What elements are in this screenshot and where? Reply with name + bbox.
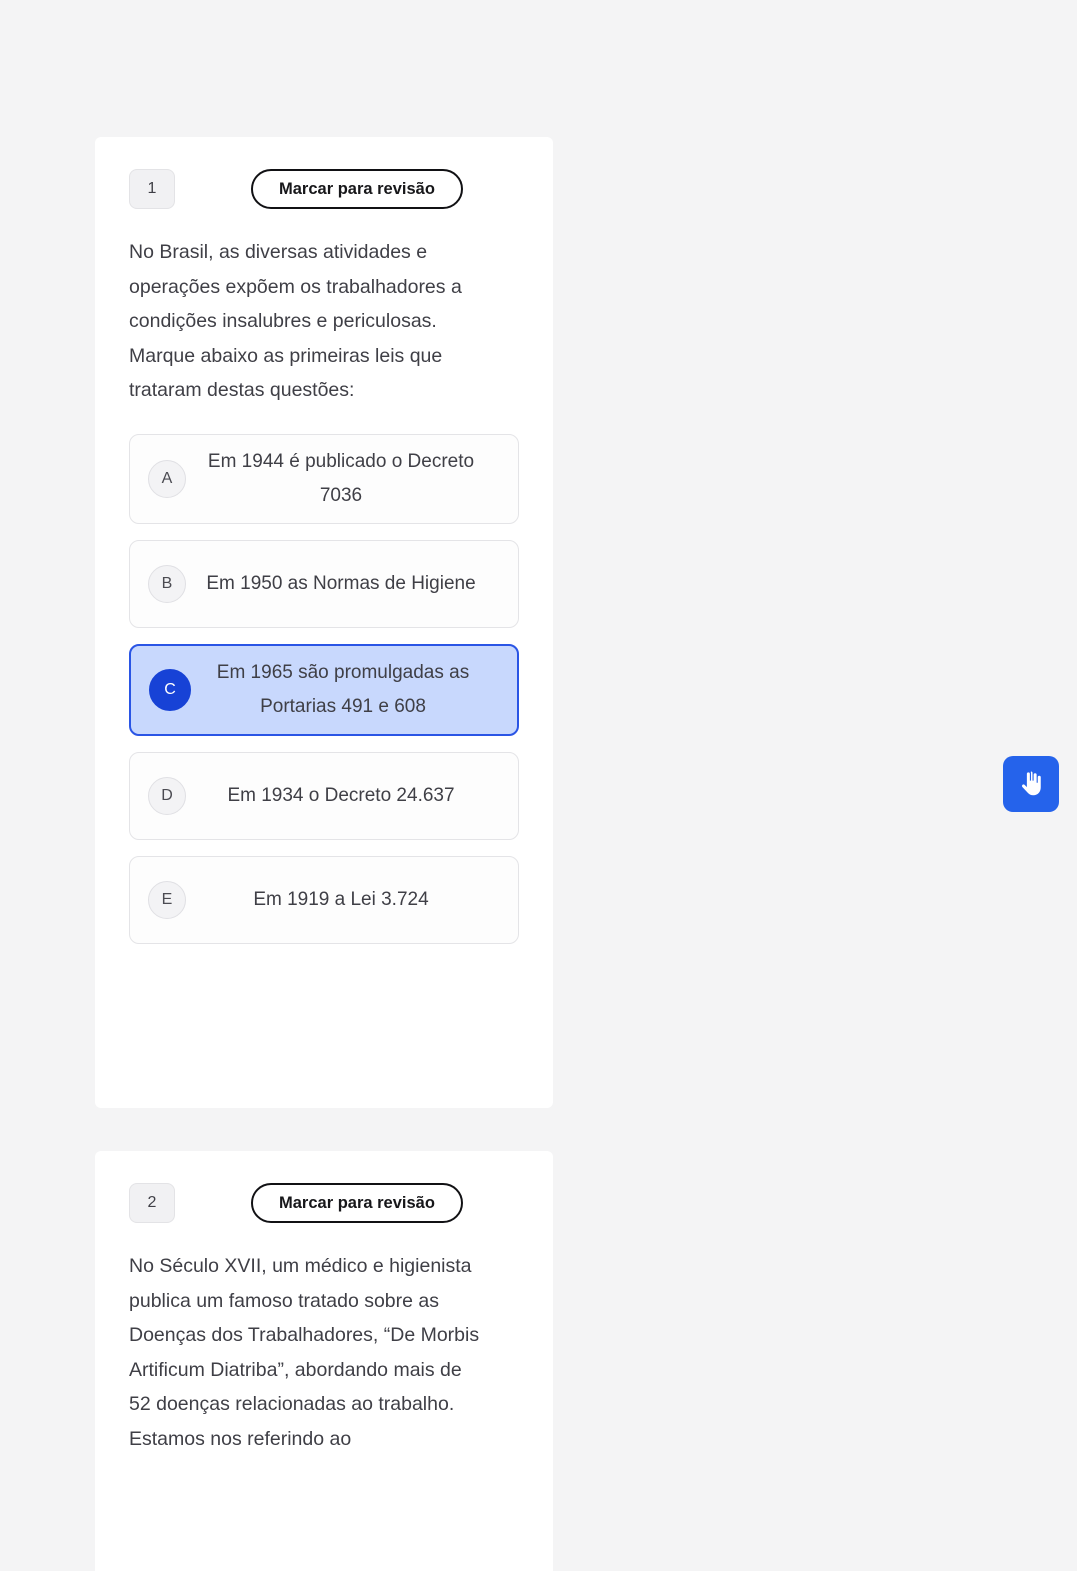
- option-text-b: Em 1950 as Normas de Higiene: [206, 572, 476, 594]
- question-header: [95, 1151, 553, 1223]
- option-text-a: Em 1944 é publicado o Decreto 7036: [207, 450, 475, 506]
- option-a[interactable]: [129, 434, 519, 524]
- accessibility-button[interactable]: [1003, 756, 1059, 812]
- option-letter-d: D: [148, 777, 186, 815]
- question-stem: No Brasil, as diversas atividades e operações expõem os trabalhadores a condições insalubres e periculosas. Marque abaixo as primeiras leis que trataram destas questões:: [129, 241, 462, 401]
- question-stem: No Século XVII, um médico e higienista publica um famoso tratado sobre as Doenças dos Trabalhadores, “De Morbis Artificum Diatriba”, abordando mais de 52 doenças relacionadas ao trabalho. Estamos nos referindo ao: [129, 1255, 480, 1450]
- option-letter-e: E: [148, 881, 186, 919]
- question-number-badge: 1: [129, 169, 175, 209]
- option-letter-c: C: [149, 669, 191, 711]
- question-card-1: [95, 137, 553, 1108]
- option-letter-a: A: [148, 460, 186, 498]
- option-d[interactable]: [129, 752, 519, 840]
- question-card-2: [95, 1151, 553, 1571]
- flag-for-review-button[interactable]: Marcar para revisão: [251, 1183, 463, 1223]
- flag-for-review-button[interactable]: Marcar para revisão: [251, 169, 463, 209]
- question-header: [95, 137, 553, 209]
- option-e[interactable]: [129, 856, 519, 944]
- option-c[interactable]: [129, 644, 519, 736]
- option-letter-b: B: [148, 565, 186, 603]
- option-text-e: Em 1919 a Lei 3.724: [253, 888, 429, 910]
- options-list: [95, 408, 553, 944]
- option-text-d: Em 1934 o Decreto 24.637: [227, 784, 455, 806]
- option-text-c: Em 1965 são promulgadas as Portarias 491 e 608: [216, 661, 470, 717]
- accessibility-hand-icon: [1016, 769, 1046, 799]
- question-number-badge: 2: [129, 1183, 175, 1223]
- option-b[interactable]: [129, 540, 519, 628]
